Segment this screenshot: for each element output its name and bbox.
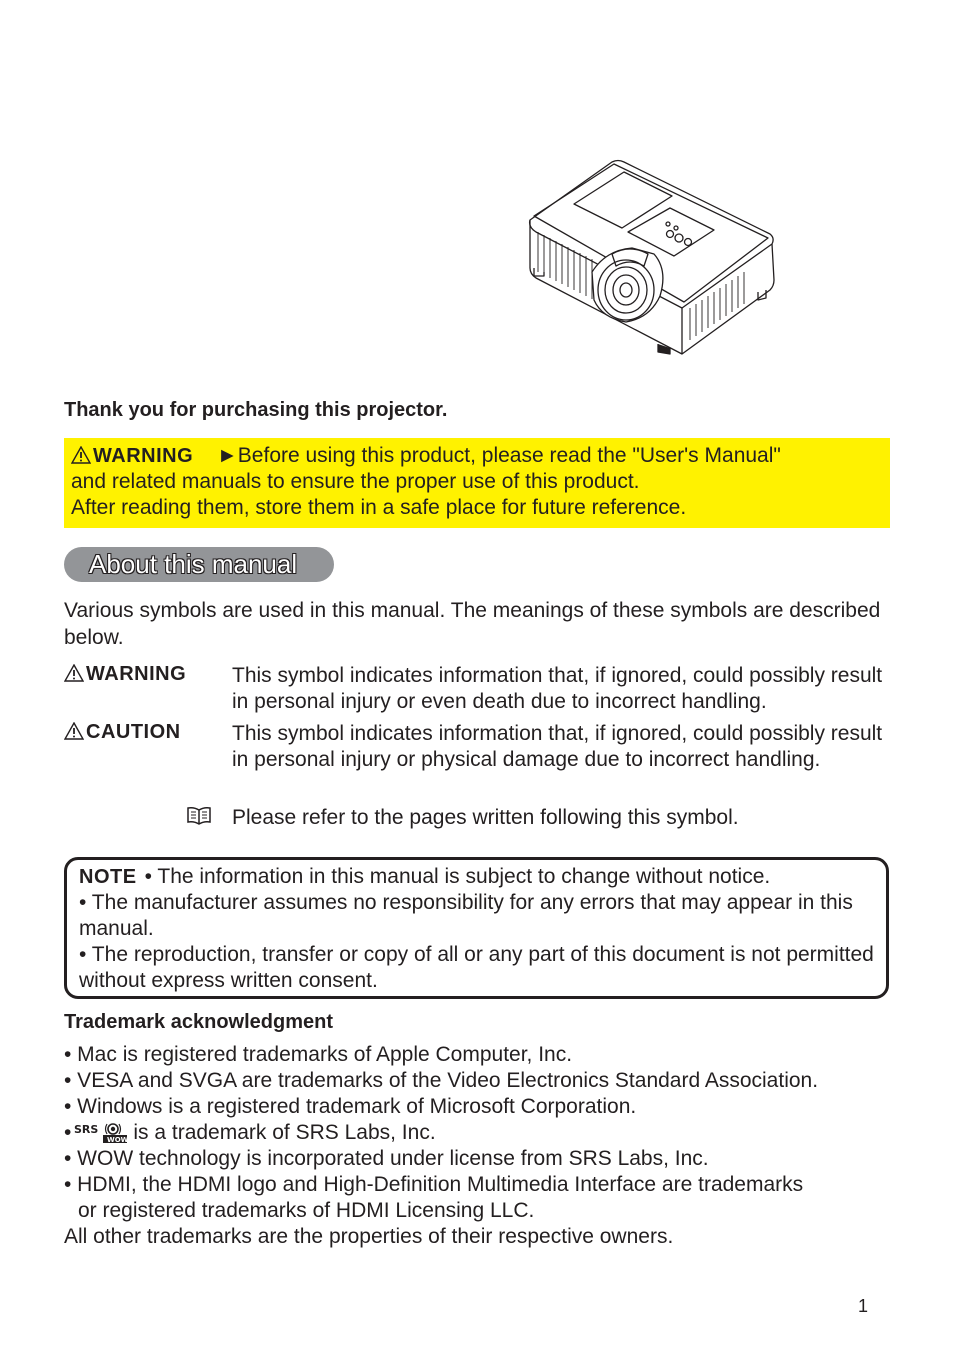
warning-triangle-icon: [64, 664, 84, 682]
warning-triangle-icon: [71, 446, 91, 464]
thanks-heading: Thank you for purchasing this projector.: [64, 399, 448, 421]
trademark-list: [64, 1042, 894, 1250]
note-box: [64, 857, 889, 999]
warning-symbol-label: [64, 663, 186, 686]
section-title-about: About this manual: [64, 547, 334, 582]
warning-line-1: ►Before using this product, please read the "User's Manual": [217, 444, 781, 467]
note-keyword: NOTE: [79, 866, 137, 888]
bullet: •: [64, 1121, 72, 1144]
warning-line-2: and related manuals to ensure the proper use of this product.: [71, 470, 640, 493]
trademark-item: • WOW technology is incorporated under license from SRS Labs, Inc.: [64, 1147, 709, 1170]
svg-text:WOW: WOW: [107, 1136, 129, 1144]
warning-keyword: WARNING: [93, 445, 194, 467]
trademark-item: • HDMI, the HDMI logo and High-Definition Multimedia Interface are trademarks: [64, 1173, 804, 1196]
warning-line-3: After reading them, store them in a safe place for future reference.: [71, 496, 687, 519]
caution-symbol-description: This symbol indicates information that, if ignored, could possibly result in personal injury or physical damage due to incorrect handling.: [232, 722, 883, 771]
note-line-3: • The reproduction, transfer or copy of all or any part of this document is not permitted without express written consent.: [79, 943, 874, 992]
warning-symbol-text: WARNING: [86, 663, 187, 685]
trademark-item: • Windows is a registered trademark of Microsoft Corporation.: [64, 1095, 637, 1118]
caution-symbol-label: [64, 721, 181, 744]
projector-illustration: [526, 158, 778, 356]
caution-symbol-text: CAUTION: [86, 721, 181, 743]
trademark-item-continuation: or registered trademarks of HDMI Licensing LLC.: [78, 1199, 535, 1222]
note-line-2: • The manufacturer assumes no responsibility for any errors that may appear in this manual.: [79, 891, 853, 940]
srs-wow-logo: [73, 1122, 129, 1144]
trademark-closing: All other trademarks are the properties of their respective owners.: [64, 1225, 674, 1248]
warning-symbol-description: This symbol indicates information that, if ignored, could possibly result in personal injury or even death due to incorrect handling.: [232, 664, 883, 713]
svg-text:SRS: SRS: [74, 1123, 99, 1136]
intro-paragraph: Various symbols are used in this manual. The meanings of these symbols are described below.: [64, 599, 881, 649]
warning-box: [64, 438, 890, 528]
srs-trademark-text: is a trademark of SRS Labs, Inc.: [133, 1121, 436, 1144]
trademark-item: • VESA and SVGA are trademarks of the Video Electronics Standard Association.: [64, 1069, 819, 1092]
page-number: 1: [858, 1296, 869, 1316]
book-symbol-description: Please refer to the pages written following this symbol.: [232, 806, 739, 829]
note-line-1: • The information in this manual is subject to change without notice.: [144, 865, 771, 888]
book-icon: [186, 806, 212, 826]
trademark-heading: Trademark acknowledgment: [64, 1011, 333, 1033]
trademark-item: • Mac is registered trademarks of Apple Computer, Inc.: [64, 1043, 573, 1066]
caution-triangle-icon: [64, 722, 84, 740]
trademark-item-srs: [64, 1120, 894, 1146]
